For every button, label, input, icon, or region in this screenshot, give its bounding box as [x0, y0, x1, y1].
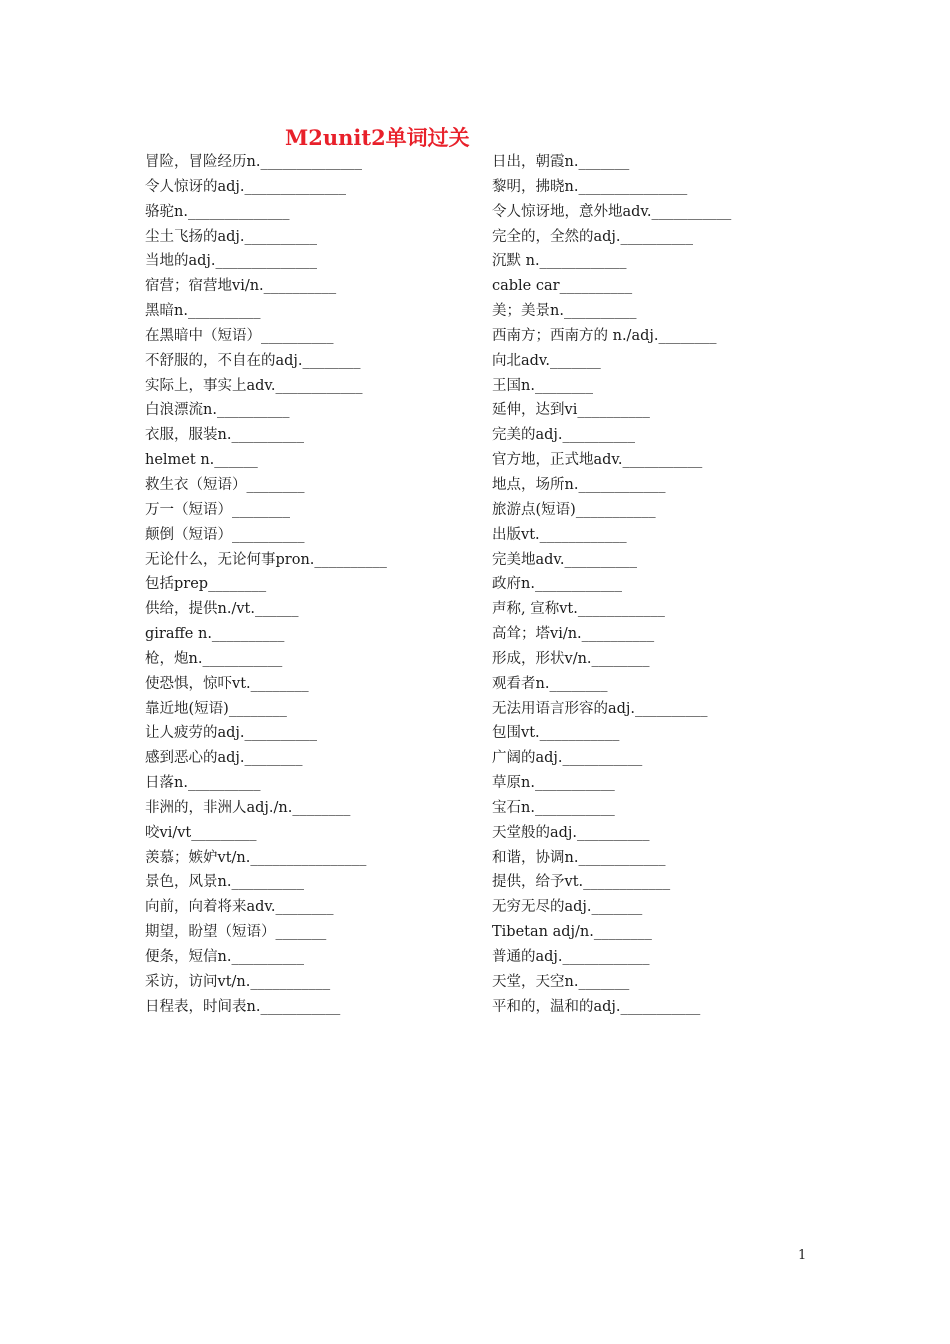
vocab-item: 尘土飞扬的adj.__________: [145, 228, 318, 245]
vocab-item: 无论什么，无论何事pron.__________: [145, 551, 387, 568]
vocab-item: 白浪漂流n.__________: [145, 402, 290, 419]
vocab-item: 黑暗n.__________: [145, 303, 261, 320]
vocab-item: 枪，炮n.___________: [145, 650, 283, 667]
vocab-item: 采访，访问vt/n.___________: [145, 973, 331, 990]
right-vocab-column: [492, 150, 832, 1020]
vocab-item: 黎明，拂晓n._______________: [492, 178, 688, 195]
vocab-item: 让人疲劳的adj.__________: [145, 725, 318, 742]
vocab-item: 包括prep________: [145, 576, 267, 593]
vocab-item: 政府n.____________: [492, 576, 622, 593]
vocab-item: 不舒服的，不自在的adj.________: [145, 352, 361, 369]
vocab-item: 天堂，天空n._______: [492, 973, 630, 990]
vocab-item: 使恐惧，惊吓vt.________: [145, 675, 309, 692]
vocab-item: 沉默 n.____________: [492, 253, 627, 270]
vocab-item: 广阔的adj.___________: [492, 750, 643, 767]
vocab-item: 天堂般的adj.__________: [492, 824, 650, 841]
vocab-item: 万一（短语）________: [145, 501, 290, 518]
vocab-item: 实际上，事实上adv.____________: [145, 377, 363, 394]
vocab-item: 日落n.__________: [145, 775, 261, 792]
vocab-item: 期望，盼望（短语）_______: [145, 924, 327, 941]
vocab-item: 官方地，正式地adv.___________: [492, 452, 703, 469]
vocab-item: 包围vt.___________: [492, 725, 620, 742]
vocab-item: 咬vi/vt_________: [145, 824, 257, 841]
vocab-item: giraffe n.__________: [145, 626, 285, 643]
vocab-item: 向前，向着将来adv.________: [145, 899, 334, 916]
vocab-item: 冒险，冒险经历n.______________: [145, 154, 362, 170]
vocab-item: 无穷无尽的adj._______: [492, 899, 643, 916]
vocab-item: 平和的，温和的adj.___________: [492, 998, 701, 1015]
vocab-item: 美；美景n.__________: [492, 303, 637, 320]
vocab-item: 令人惊讶地，意外地adv.___________: [492, 203, 732, 220]
vocab-item: 靠近地(短语)________: [145, 700, 287, 717]
vocab-item: 宝石n.___________: [492, 799, 615, 816]
vocab-item: 羡慕；嫉妒vt/n.________________: [145, 849, 367, 866]
vocab-item: 向北adv._______: [492, 352, 601, 369]
vocab-item: 提供，给予vt.____________: [492, 874, 671, 891]
vocab-item: 完美的adj.__________: [492, 427, 636, 444]
vocab-item: 形成，形状v/n.________: [492, 650, 650, 667]
vocab-item: 普通的adj.____________: [492, 949, 650, 965]
vocab-item: 观看者n.________: [492, 675, 608, 692]
vocab-item: 地点，场所n.____________: [492, 476, 666, 493]
vocab-item: helmet n.______: [145, 452, 258, 469]
page-title: M2unit2单词过关: [285, 125, 470, 150]
vocab-item: cable car__________: [492, 278, 633, 295]
vocab-item: 令人惊讶的adj.______________: [145, 178, 347, 195]
vocab-item: 颠倒（短语）__________: [145, 526, 305, 543]
vocab-item: 非洲的，非洲人adj./n.________: [145, 799, 351, 816]
vocab-item: 无法用语言形容的adj.__________: [492, 700, 708, 717]
vocab-item: 高耸；塔vi/n.__________: [492, 626, 655, 643]
vocab-item: 日出，朝霞n._______: [492, 154, 630, 170]
vocab-item: 延伸，达到vi__________: [492, 402, 650, 419]
vocab-item: 骆驼n.______________: [145, 203, 290, 220]
vocab-item: 感到恶心的adj.________: [145, 750, 303, 767]
vocab-item: 救生衣（短语）________: [145, 476, 305, 493]
vocab-item: 出版vt.____________: [492, 526, 627, 543]
left-vocab-column: [145, 150, 485, 1020]
vocab-item: 景色，风景n.__________: [145, 874, 304, 891]
page-number: 1: [798, 1248, 807, 1263]
vocab-item: 完美地adv.__________: [492, 551, 638, 568]
vocab-item: 衣服，服装n.__________: [145, 427, 304, 444]
vocab-item: 宿营；宿营地vi/n.__________: [145, 278, 337, 295]
vocab-item: 声称, 宣称vt.____________: [492, 601, 665, 618]
vocab-item: 供给，提供n./vt.______: [145, 601, 299, 618]
vocab-item: 西南方；西南方的 n./adj.________: [492, 327, 717, 344]
vocab-item: 草原n.___________: [492, 775, 615, 792]
vocab-item: 在黑暗中（短语）__________: [145, 327, 334, 344]
vocab-item: 便条，短信n.__________: [145, 949, 304, 965]
vocab-item: 王国n.________: [492, 377, 593, 394]
vocab-item: 完全的，全然的adj.__________: [492, 228, 694, 245]
vocab-item: 和谐，协调n.____________: [492, 849, 666, 866]
vocab-item: Tibetan adj/n.________: [492, 924, 652, 941]
vocab-item: 当地的adj.______________: [145, 253, 318, 270]
vocab-item: 旅游点(短语)___________: [492, 501, 656, 518]
vocab-item: 日程表，时间表n.___________: [145, 998, 341, 1015]
